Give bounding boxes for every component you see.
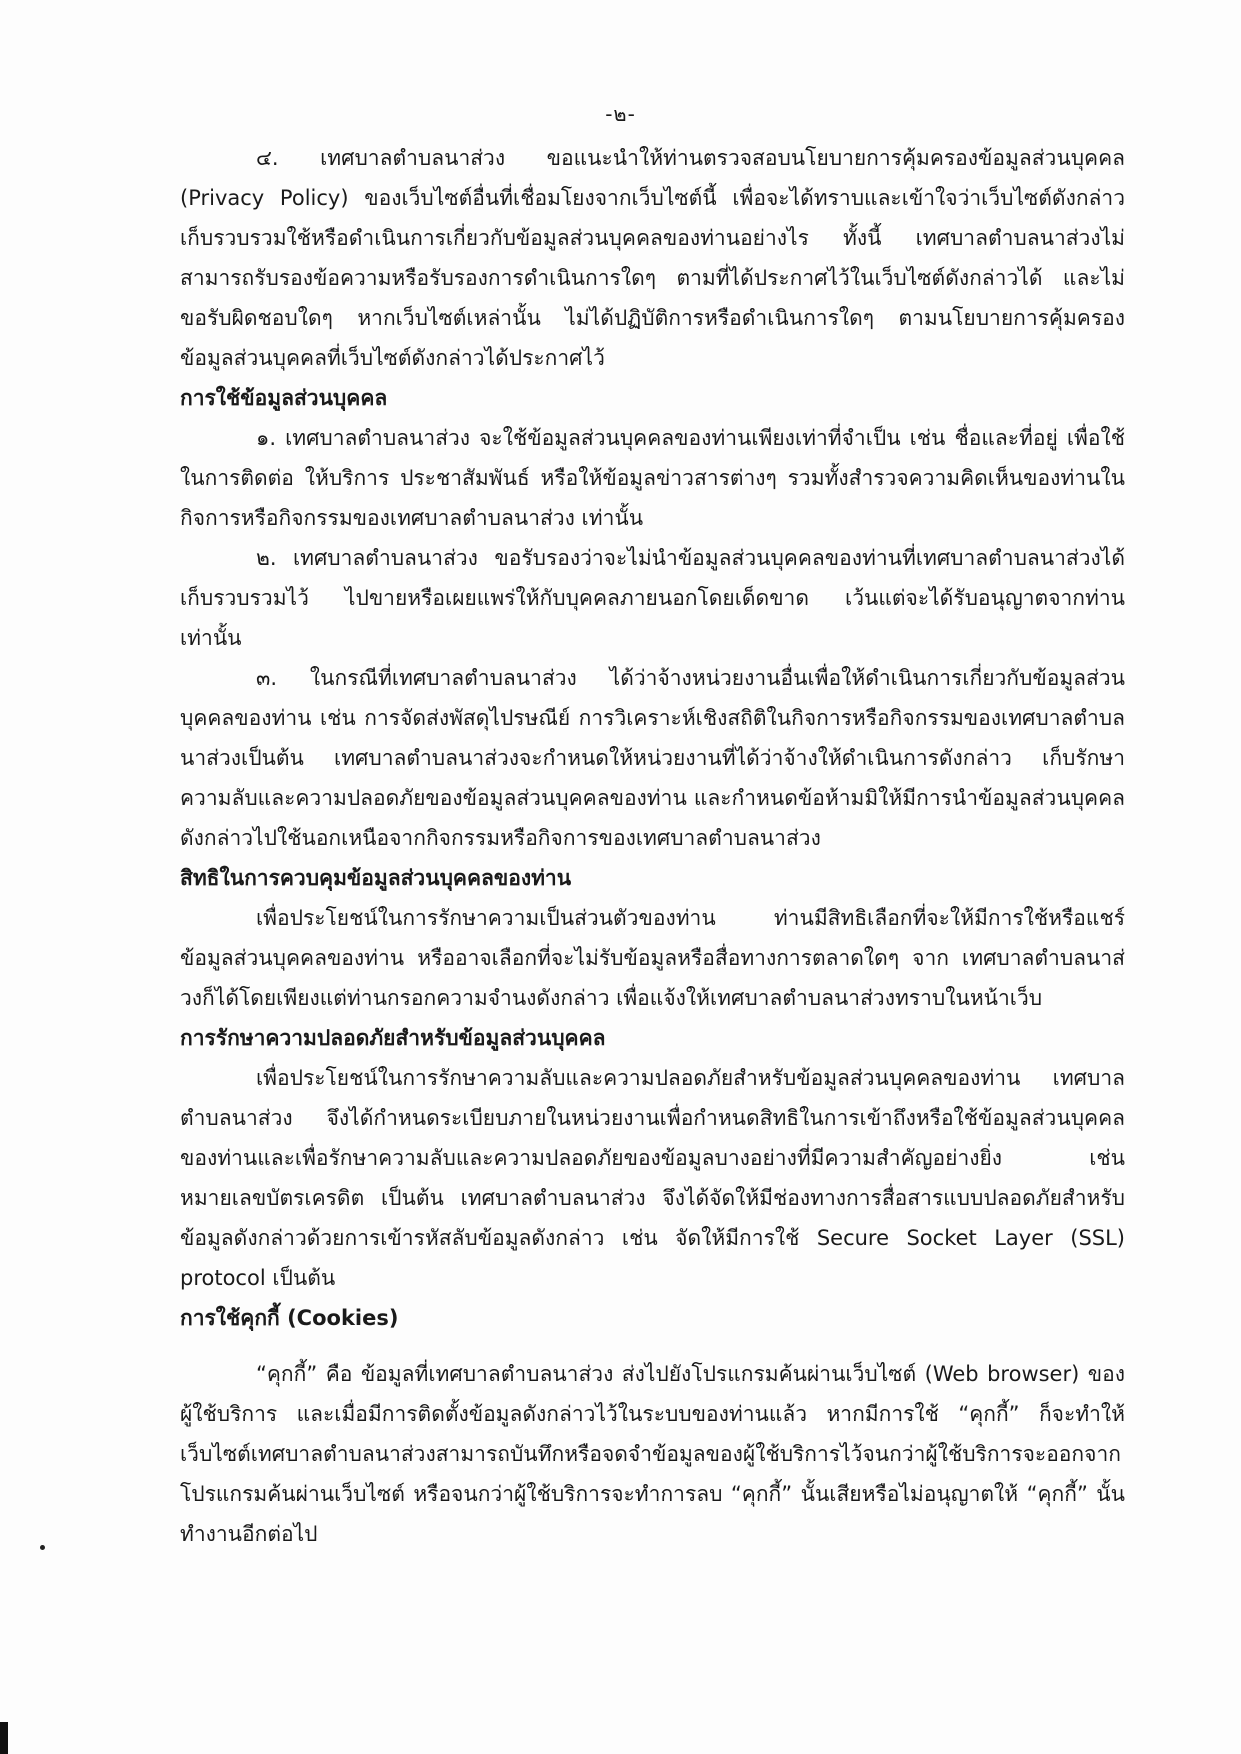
document-body [180, 138, 1125, 1554]
heading-cookies: การใช้คุกกี้ (Cookies) [180, 1306, 399, 1330]
paragraph-item-4: ๔. เทศบาลตำบลนาส่วง ขอแนะนำให้ท่านตรวจสอบนโยบายการคุ้มครองข้อมูลส่วนบุคคล (Privacy Policy) ของเว็บไซต์อื่นที่เชื่อมโยงจากเว็บไซต์นี้ เพื่อจะได้ทราบและเข้าใจว่าเว็บไซต์ดังกล่าวเก็บรวบรวมใช้หรือดำเนินการเกี่ยวกับข้อมูลส่วนบุคคลของท่านอย่างไร ทั้งนี้ เทศบาลตำบลนาส่วงไม่สามารถรับรองข้อความหรือรับรองการดำเนินการใดๆ ตามที่ได้ประกาศไว้ในเว็บไซต์ดังกล่าวได้ และไม่ขอรับผิดชอบใดๆ หากเว็บไซต์เหล่านั้น ไม่ได้ปฏิบัติการหรือดำเนินการใดๆ ตามนโยบายการคุ้มครองข้อมูลส่วนบุคคลที่เว็บไซต์ดังกล่าวได้ประกาศไว้ [180, 146, 1125, 370]
paragraph-rights: เพื่อประโยชน์ในการรักษาความเป็นส่วนตัวของท่าน ท่านมีสิทธิเลือกที่จะให้มีการใช้หรือแชร์ข้อมูลส่วนบุคคลของท่าน หรืออาจเลือกที่จะไม่รับข้อมูลหรือสื่อทางการตลาดใดๆ จาก เทศบาลตำบลนาส่วงก็ได้โดยเพียงแต่ท่านกรอกความจำนงดังกล่าว เพื่อแจ้งให้เทศบาลตำบลนาส่วงทราบในหน้าเว็บ [180, 906, 1125, 1010]
paragraph-use-item-1: ๑. เทศบาลตำบลนาส่วง จะใช้ข้อมูลส่วนบุคคลของท่านเพียงเท่าที่จำเป็น เช่น ชื่อและที่อยู่ เพื่อใช้ในการติดต่อ ให้บริการ ประชาสัมพันธ์ หรือให้ข้อมูลข่าวสารต่างๆ รวมทั้งสำรวจความคิดเห็นของท่านในกิจการหรือกิจกรรมของเทศบาลตำบลนาส่วง เท่านั้น [180, 426, 1125, 530]
paragraph-use-item-2: ๒. เทศบาลตำบลนาส่วง ขอรับรองว่าจะไม่นำข้อมูลส่วนบุคคลของท่านที่เทศบาลตำบลนาส่วงได้เก็บรวบรวมไว้ ไปขายหรือเผยแพร่ให้กับบุคคลภายนอกโดยเด็ดขาด เว้นแต่จะได้รับอนุญาตจากท่านเท่านั้น [180, 546, 1125, 650]
paragraph-use-item-3: ๓. ในกรณีที่เทศบาลตำบลนาส่วง ได้ว่าจ้างหน่วยงานอื่นเพื่อให้ดำเนินการเกี่ยวกับข้อมูลส่วนบุคคลของท่าน เช่น การจัดส่งพัสดุไปรษณีย์ การวิเคราะห์เชิงสถิติในกิจการหรือกิจกรรมของเทศบาลตำบลนาส่วงเป็นต้น เทศบาลตำบลนาส่วงจะกำหนดให้หน่วยงานที่ได้ว่าจ้างให้ดำเนินการดังกล่าว เก็บรักษาความลับและความปลอดภัยของข้อมูลส่วนบุคคลของท่าน และกำหนดข้อห้ามมิให้มีการนำข้อมูลส่วนบุคคลดังกล่าวไปใช้นอกเหนือจากกิจกรรมหรือกิจการของเทศบาลตำบลนาส่วง [180, 666, 1125, 850]
page-number: -๒- [605, 102, 636, 126]
heading-use-of-personal-data: การใช้ข้อมูลส่วนบุคคล [180, 386, 388, 410]
heading-rights-control: สิทธิในการควบคุมข้อมูลส่วนบุคคลของท่าน [180, 866, 572, 890]
heading-security: การรักษาความปลอดภัยสำหรับข้อมูลส่วนบุคคล [180, 1026, 606, 1050]
paragraph-cookies: “คุกกี้” คือ ข้อมูลที่เทศบาลตำบลนาส่วง ส่งไปยังโปรแกรมค้นผ่านเว็บไซต์ (Web browser) ของผู้ใช้บริการ และเมื่อมีการติดตั้งข้อมูลดังกล่าวไว้ในระบบของท่านแล้ว หากมีการใช้ “คุกกี้” ก็จะทำให้เว็บไซต์เทศบาลตำบลนาส่วงสามารถบันทึกหรือจดจำข้อมูลของผู้ใช้บริการไว้จนกว่าผู้ใช้บริการจะออกจากโปรแกรมค้นผ่านเว็บไซต์ หรือจนกว่าผู้ใช้บริการจะทำการลบ “คุกกี้” นั้นเสียหรือไม่อนุญาตให้ “คุกกี้” นั้นทำงานอีกต่อไป [180, 1362, 1125, 1546]
scan-dot-mark [40, 1545, 45, 1550]
scan-corner-mark [0, 1722, 8, 1754]
paragraph-security: เพื่อประโยชน์ในการรักษาความลับและความปลอดภัยสำหรับข้อมูลส่วนบุคคลของท่าน เทศบาลตำบลนาส่วง จึงได้กำหนดระเบียบภายในหน่วยงานเพื่อกำหนดสิทธิในการเข้าถึงหรือใช้ข้อมูลส่วนบุคคลของท่านและเพื่อรักษาความลับและความปลอดภัยของข้อมูลบางอย่างที่มีความสำคัญอย่างยิ่ง เช่น หมายเลขบัตรเครดิต เป็นต้น เทศบาลตำบลนาส่วง จึงได้จัดให้มีช่องทางการสื่อสารแบบปลอดภัยสำหรับข้อมูลดังกล่าวด้วยการเข้ารหัสลับข้อมูลดังกล่าว เช่น จัดให้มีการใช้ Secure Socket Layer (SSL) protocol เป็นต้น [180, 1066, 1125, 1290]
